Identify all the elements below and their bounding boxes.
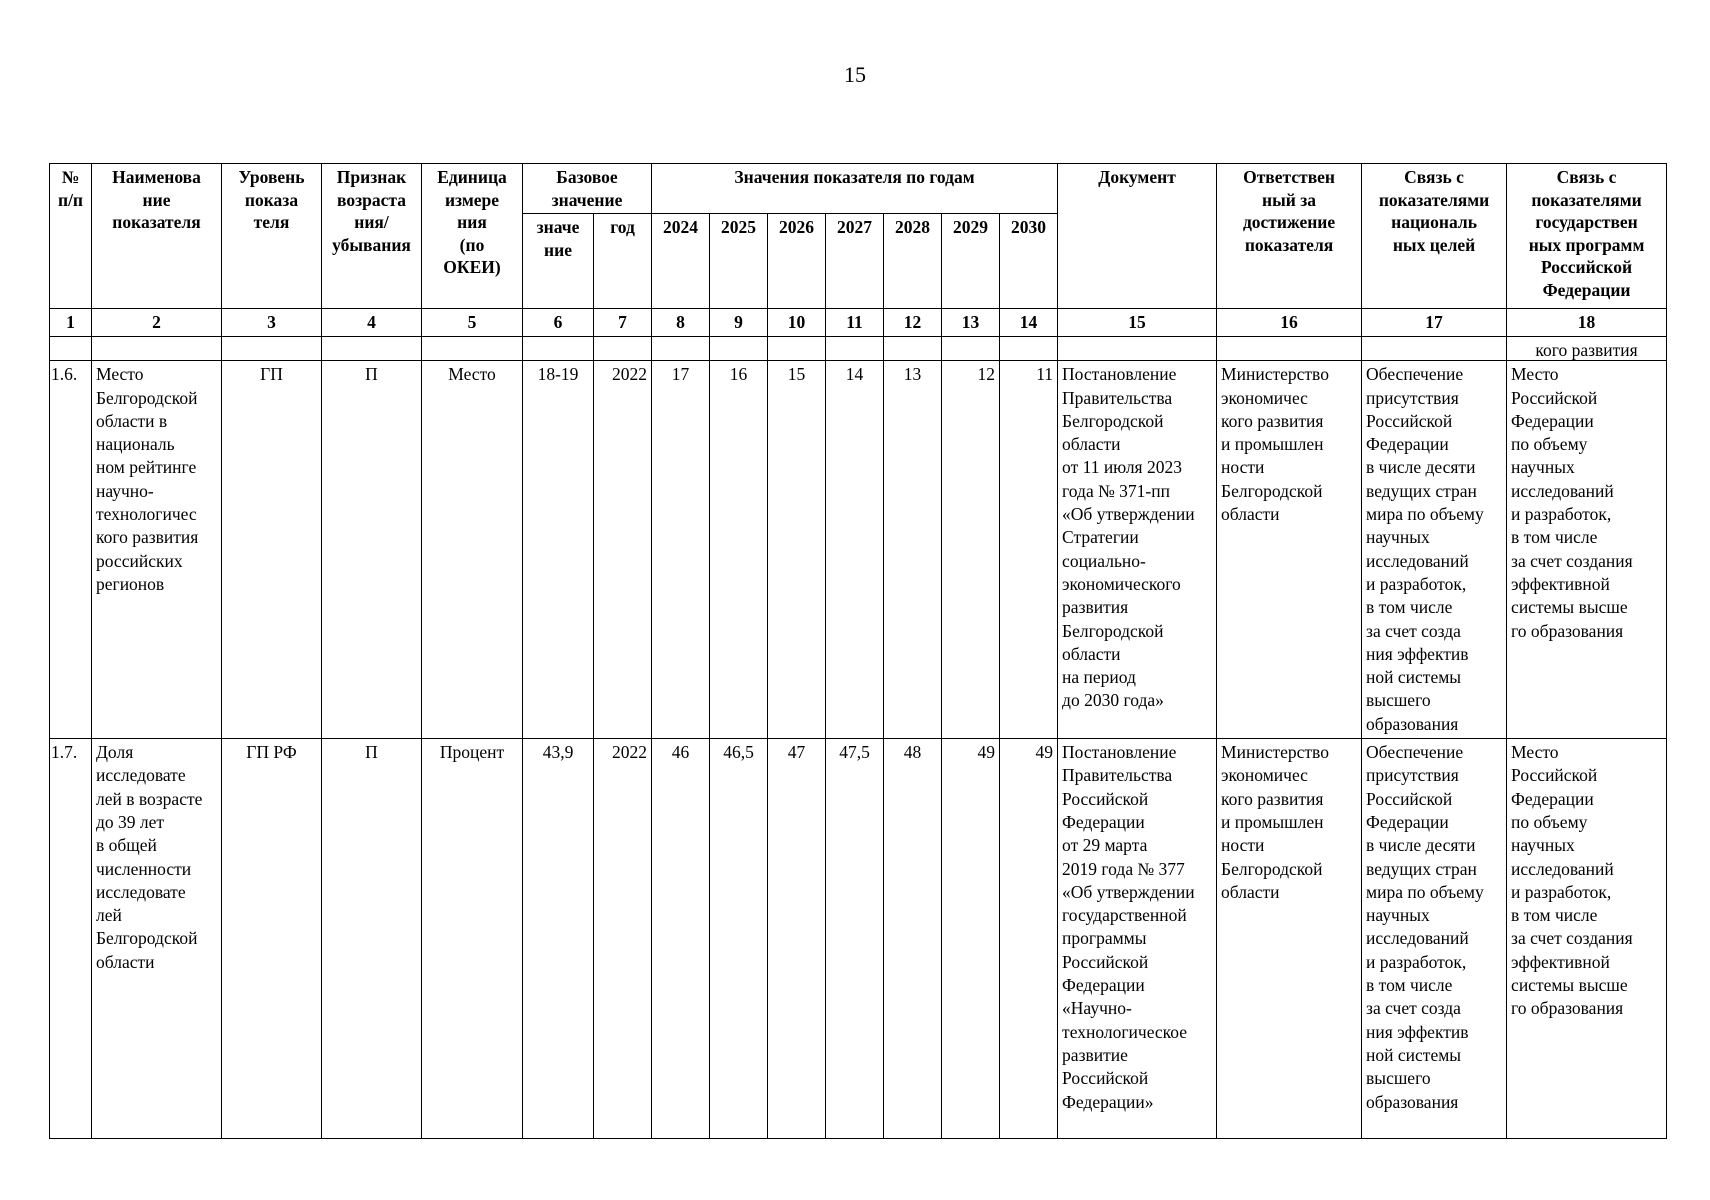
column-number: 10 [768,309,826,337]
page-number: 15 [844,62,866,87]
header-base-year: год [594,214,652,309]
column-number: 1 [50,309,92,337]
indicator-trend: П [322,739,422,1139]
column-number: 8 [652,309,710,337]
column-number: 6 [523,309,594,337]
header-unit: Единица измере ния (по ОКЕИ) [422,164,523,309]
header-trend: Признак возраста ния/ убывания [322,164,422,309]
state-programs-text: Место Российской Федерации по объему научных исследований и разработок, в том числе за счет создания эффективной системы высше го образования [1507,739,1667,1139]
column-number: 13 [942,309,1000,337]
responsible-text: Министерство экономичес кого развития и промышлен ности Белгородской области [1217,361,1362,739]
header-years-group: Значения показателя по годам [652,164,1058,214]
column-number: 5 [422,309,523,337]
year-value: 48 [884,739,942,1139]
column-number: 7 [594,309,652,337]
column-number: 11 [826,309,884,337]
year-value: 49 [1000,739,1058,1139]
table-row [50,739,1667,1139]
year-value: 13 [884,361,942,739]
column-number: 9 [710,309,768,337]
column-number: 16 [1217,309,1362,337]
year-value: 17 [652,361,710,739]
indicator-trend: П [322,361,422,739]
column-number-row [50,309,1667,337]
header-row-top [50,164,1667,214]
year-value: 46,5 [710,739,768,1139]
base-value: 18-19 [523,361,594,739]
header-base-value: значе ние [523,214,594,309]
header-year: 2027 [826,214,884,309]
column-number: 3 [222,309,322,337]
column-number: 12 [884,309,942,337]
indicator-unit: Процент [422,739,523,1139]
column-number: 4 [322,309,422,337]
header-year: 2030 [1000,214,1058,309]
year-value: 47 [768,739,826,1139]
table-row [50,361,1667,739]
year-value: 46 [652,739,710,1139]
document-text: Постановление Правительства Белгородской области от 11 июля 2023 года № 371-пп «Об утверждении Стратегии социально- экономического развития Белгородской области на период до 2030 года» [1058,361,1217,739]
national-goals-text: Обеспечение присутствия Российской Федерации в числе десяти ведущих стран мира по объему научных исследований и разработок, в том числе за счет созда ния эффектив ной системы высшего образования [1362,739,1507,1139]
header-document: Документ [1058,164,1217,309]
row-number: 1.7. [50,739,92,1139]
base-year: 2022 [594,739,652,1139]
row-number: 1.6. [50,361,92,739]
year-value: 12 [942,361,1000,739]
year-value: 49 [942,739,1000,1139]
carryover-row [50,337,1667,361]
header-base-group: Базовое значение [523,164,652,214]
indicator-name: Доля исследовате лей в возрасте до 39 лет в общей численности исследовате лей Белгородской области [92,739,222,1139]
header-year: 2024 [652,214,710,309]
column-number: 15 [1058,309,1217,337]
column-number: 17 [1362,309,1507,337]
header-year: 2026 [768,214,826,309]
header-year: 2025 [710,214,768,309]
indicator-unit: Место [422,361,523,739]
year-value: 14 [826,361,884,739]
header-name: Наименова ние показателя [92,164,222,309]
column-number: 2 [92,309,222,337]
year-value: 47,5 [826,739,884,1139]
document-text: Постановление Правительства Российской Федерации от 29 марта 2019 года № 377 «Об утверждении государственной программы Российской Федерации «Научно- технологическое развитие Российской Федерации» [1058,739,1217,1139]
indicators-table [49,163,1667,1139]
year-value: 15 [768,361,826,739]
header-num: № п/п [50,164,92,309]
indicator-level: ГП [222,361,322,739]
state-programs-text: Место Российской Федерации по объему научных исследований и разработок, в том числе за счет создания эффективной системы высше го образования [1507,361,1667,739]
column-number: 18 [1507,309,1667,337]
header-year: 2029 [942,214,1000,309]
column-number: 14 [1000,309,1058,337]
responsible-text: Министерство экономичес кого развития и промышлен ности Белгородской области [1217,739,1362,1139]
year-value: 16 [710,361,768,739]
header-year: 2028 [884,214,942,309]
base-value: 43,9 [523,739,594,1139]
year-value: 11 [1000,361,1058,739]
national-goals-text: Обеспечение присутствия Российской Федерации в числе десяти ведущих стран мира по объему научных исследований и разработок, в том числе за счет созда ния эффектив ной системы высшего образования [1362,361,1507,739]
base-year: 2022 [594,361,652,739]
indicator-name: Место Белгородской области в националь ном рейтинге научно- технологичес кого развития российских регионов [92,361,222,739]
indicator-level: ГП РФ [222,739,322,1139]
header-state-programs: Связь с показателями государствен ных программ Российской Федерации [1507,164,1667,309]
carryover-text: кого развития [1507,337,1667,361]
header-responsible: Ответствен ный за достижение показателя [1217,164,1362,309]
header-level: Уровень показа теля [222,164,322,309]
header-national-goals: Связь с показателями националь ных целей [1362,164,1507,309]
